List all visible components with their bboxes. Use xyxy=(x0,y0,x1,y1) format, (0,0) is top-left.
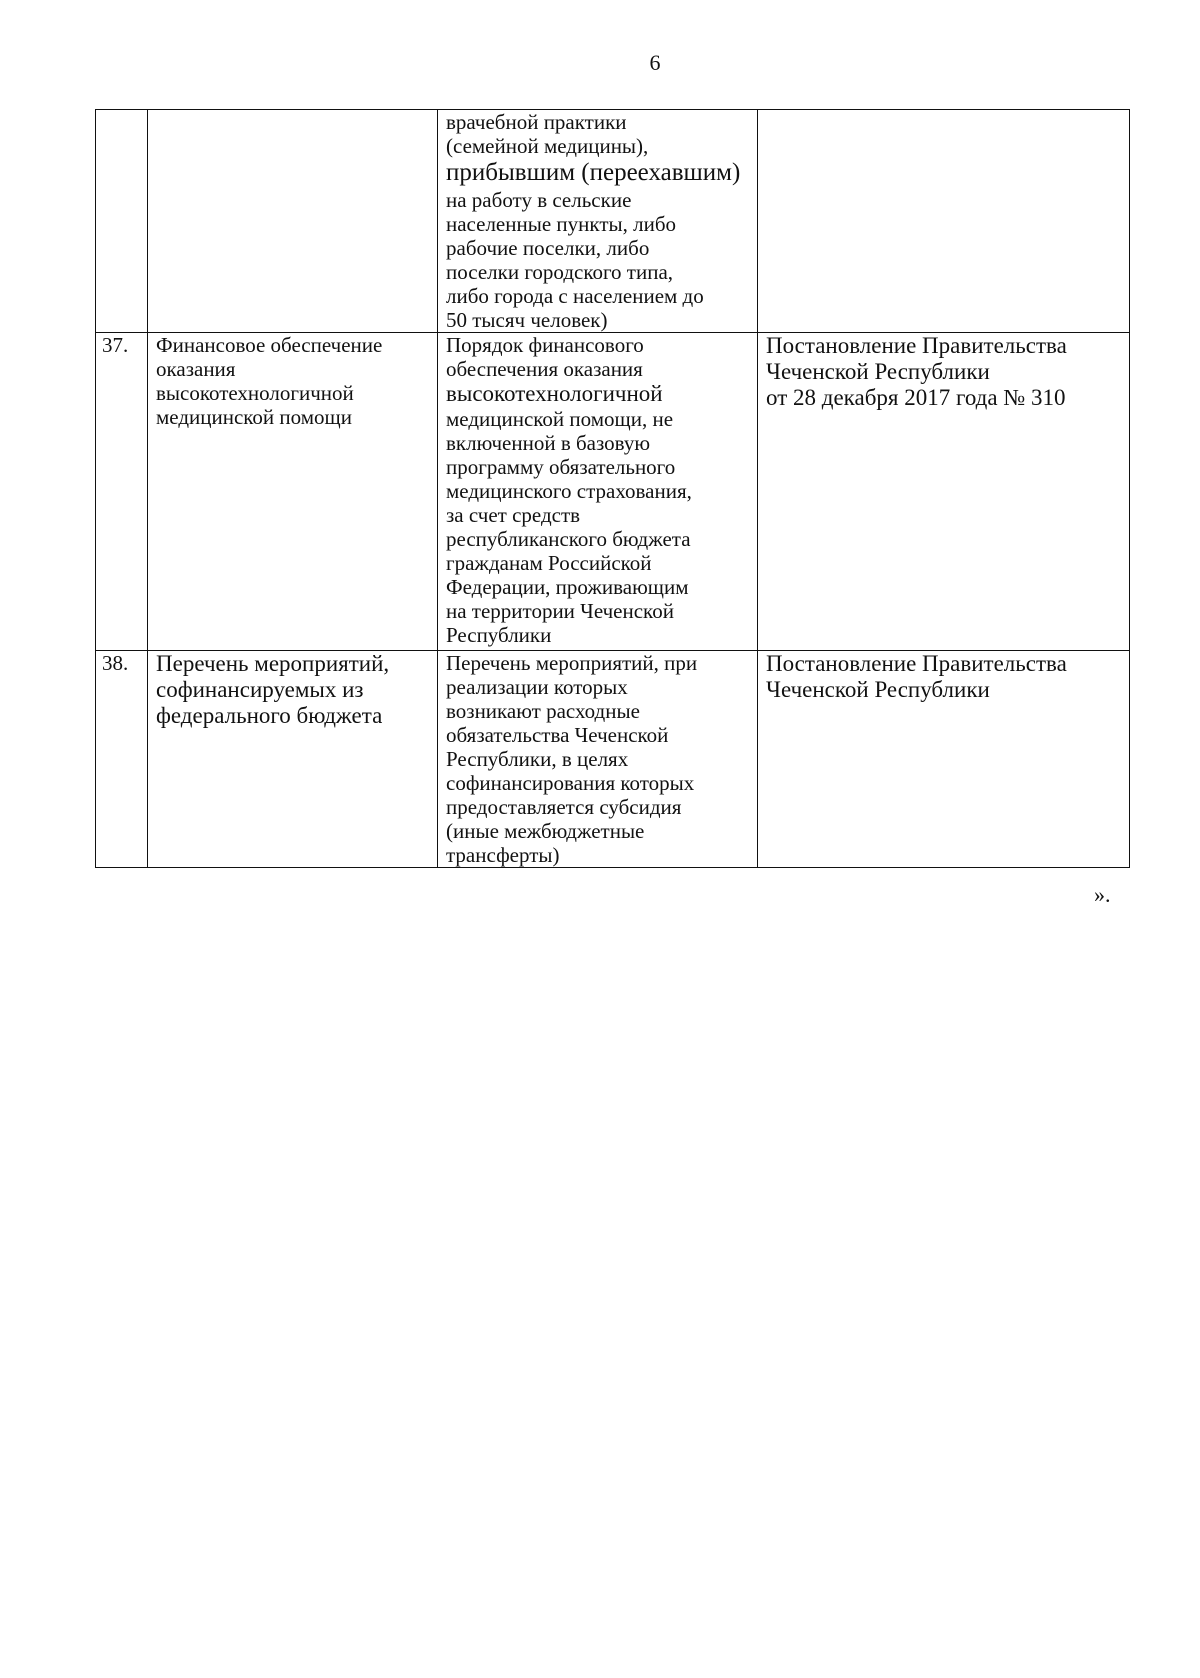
content-line: медицинского страхования, xyxy=(446,479,692,503)
content-line: возникают расходные xyxy=(446,699,640,723)
content-line: включенной в базовую xyxy=(446,431,651,455)
content-line: Федерации, проживающим xyxy=(446,575,689,599)
content-line: Республики xyxy=(446,623,552,647)
document-content-cell xyxy=(438,651,758,868)
content-line: Перечень мероприятий, при xyxy=(446,651,698,675)
content-line: населенные пункты, либо xyxy=(446,212,677,236)
content-line: поселки городского типа, xyxy=(446,260,674,284)
table-row xyxy=(96,110,1130,333)
content-line: (семейной медицины), xyxy=(446,134,649,158)
act-line: Чеченской Республики xyxy=(766,359,990,384)
content-line: реализации которых xyxy=(446,675,628,699)
content-line: гражданам Российской xyxy=(446,551,652,575)
act-line: от 28 декабря 2017 года № 310 xyxy=(766,385,1066,410)
content-line: на территории Чеченской xyxy=(446,599,674,623)
name-line: Финансовое обеспечение xyxy=(156,333,383,357)
content-line: предоставляется субсидия xyxy=(446,795,682,819)
document-table xyxy=(95,109,1130,868)
content-line: республиканского бюджета xyxy=(446,527,691,551)
name-line: медицинской помощи xyxy=(156,405,352,429)
name-line: софинансируемых из xyxy=(156,677,364,702)
name-line: оказания xyxy=(156,357,236,381)
content-line: Республики, в целях xyxy=(446,747,629,771)
name-line: высокотехнологичной xyxy=(156,381,354,405)
table-row xyxy=(96,651,1130,868)
content-line: софинансирования которых xyxy=(446,771,695,795)
document-name-cell xyxy=(148,333,438,651)
name-line: федерального бюджета xyxy=(156,703,383,728)
content-line: Порядок финансового xyxy=(446,333,644,357)
document-name-cell xyxy=(148,651,438,868)
content-line: программу обязательного xyxy=(446,455,676,479)
row-number-cell: 38. xyxy=(96,651,148,868)
content-line: рабочие поселки, либо xyxy=(446,236,650,260)
row-number-cell: 37. xyxy=(96,333,148,651)
legal-act-cell xyxy=(758,333,1130,651)
content-line: обязательства Чеченской xyxy=(446,723,669,747)
act-line: Постановление Правительства xyxy=(766,333,1067,358)
table-row xyxy=(96,333,1130,651)
content-line: либо города с населением до xyxy=(446,284,704,308)
document-name-cell xyxy=(148,110,438,333)
content-line: медицинской помощи, не xyxy=(446,407,674,431)
content-line: за счет средств xyxy=(446,503,581,527)
row-number-cell xyxy=(96,110,148,333)
closing-quote: ». xyxy=(1094,882,1111,907)
page-number: 6 xyxy=(649,50,661,75)
content-line: высокотехнологичной xyxy=(446,381,663,406)
content-line: на работу в сельские xyxy=(446,188,632,212)
content-line: (иные межбюджетные xyxy=(446,819,645,843)
content-line: 50 тысяч человек) xyxy=(446,308,608,332)
name-line: Перечень мероприятий, xyxy=(156,651,390,676)
legal-act-cell xyxy=(758,110,1130,333)
document-content-cell xyxy=(438,333,758,651)
content-line: трансферты) xyxy=(446,843,560,867)
act-line: Чеченской Республики xyxy=(766,677,990,702)
document-content-cell xyxy=(438,110,758,333)
legal-act-cell xyxy=(758,651,1130,868)
content-line: врачебной практики xyxy=(446,110,627,134)
content-line: прибывшим (переехавшим) xyxy=(446,159,741,186)
act-line: Постановление Правительства xyxy=(766,651,1067,676)
content-line: обеспечения оказания xyxy=(446,357,643,381)
